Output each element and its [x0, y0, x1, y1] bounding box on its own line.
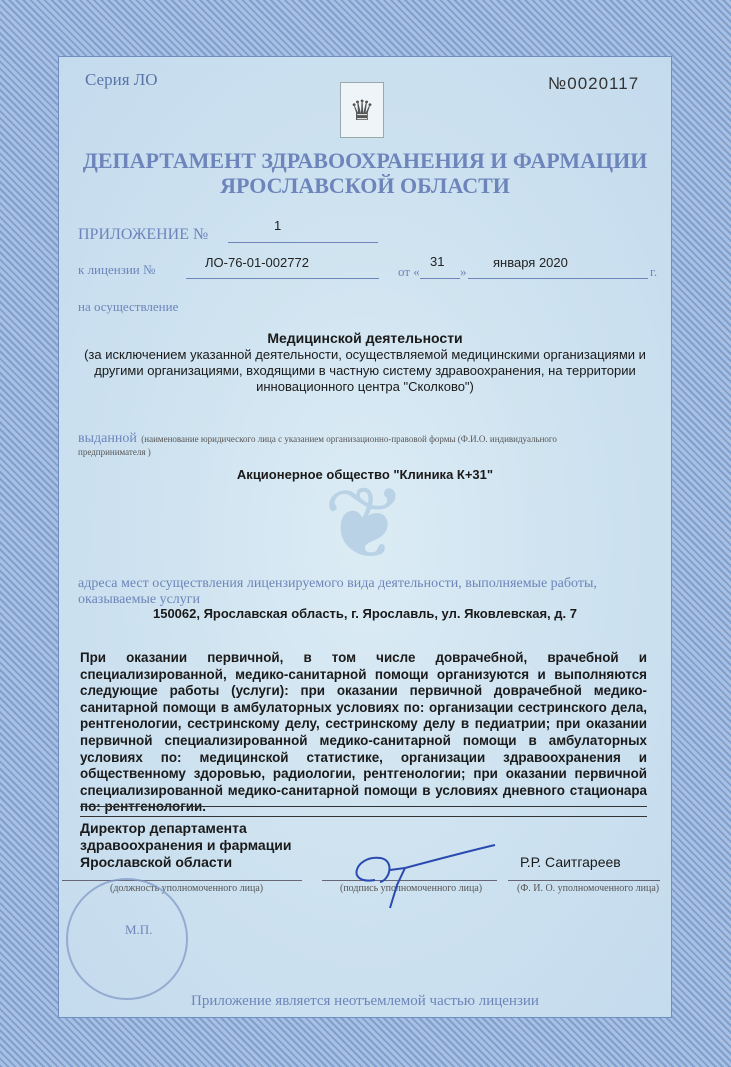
activity-label: на осуществление: [78, 299, 179, 314]
watermark-eagle-icon: ❦: [323, 469, 407, 580]
issued-hint: (наименование юридического лица с указанием организационно-правовой формы (Ф.И.О. индивидуального предпринимателя ): [78, 434, 557, 457]
appendix-number: 1: [274, 218, 282, 233]
activity-title: Медицинской деятельности: [267, 330, 463, 346]
caption-position: (должность уполномоченного лица): [110, 883, 264, 894]
license-month-year: января 2020: [493, 255, 568, 270]
handwritten-signature-icon: [335, 840, 505, 910]
position-line3: Ярославской области: [80, 854, 233, 870]
date-from-label: от «: [398, 264, 420, 279]
department-title: [60, 148, 670, 198]
divider: [80, 816, 647, 817]
issued-label: выданной: [78, 431, 137, 446]
stamp-label: М.П.: [125, 922, 153, 937]
caption-signature: (подпись уполномоченного лица): [340, 883, 483, 894]
appendix-label: ПРИЛОЖЕНИЕ №: [78, 226, 209, 243]
caption-name: (Ф. И. О. уполномоченного лица): [517, 883, 660, 894]
position-line2: здравоохранения и фармации: [80, 837, 292, 853]
official-stamp-icon: [66, 878, 188, 1000]
signatory-name: Р.Р. Саитгареев: [520, 854, 621, 870]
issued-block: [78, 432, 618, 458]
department-line1: ДЕПАРТАМЕНТ ЗДРАВООХРАНЕНИЯ И ФАРМАЦИИ: [82, 148, 648, 173]
department-line2: ЯРОСЛАВСКОЙ ОБЛАСТИ: [220, 173, 510, 198]
address-value: 150062, Ярославская область, г. Ярославль, ул. Яковлевская, д. 7: [152, 606, 577, 621]
services-text: При оказании первичной, в том числе доврачебной, врачебной и специализированной, медико-санитарной помощи организуются и выполняются следующие работы (услуги): при оказании первичной доврачебной медико-санитарной помощи в амбулаторных условиях по: организации сестринского дела, рентгенологии, сестринскому делу, сестринскому делу в педиатрии; при оказании первичной специализированной медико-санитарной помощи в амбулаторных условиях по: медицинской статистике, организации здравоохранения и общественному здоровью, радиологии, рентгенологии; при оказании первичной специализированной медико-санитарной помощи в условиях дневного стационара по: рентгенологии.: [80, 650, 647, 815]
license-label: к лицензии №: [78, 262, 156, 277]
license-number: ЛО-76-01-002772: [205, 255, 309, 270]
license-form-number: №0020117: [548, 74, 640, 93]
divider: [80, 806, 647, 807]
activity-note: (за исключением указанной деятельности, осуществляемой медицинскими организациями и другими организациями, входящими в частную систему здравоохранения, на территории инновационного центра "Сколково"): [84, 347, 646, 394]
name-line: [508, 880, 660, 881]
footer-note: Приложение является неотъемлемой частью лицензии: [191, 993, 539, 1009]
license-day: 31: [430, 254, 445, 269]
appendix-line: [228, 220, 378, 243]
position-line: [62, 880, 302, 881]
quote-close: »: [460, 264, 467, 279]
position-line1: Директор департамента: [80, 820, 247, 836]
issued-organization: Акционерное общество "Клиника К+31": [236, 467, 494, 482]
series-label: Серия ЛО: [85, 70, 158, 89]
year-suffix: г.: [650, 264, 658, 279]
signatory-position: [80, 820, 292, 871]
address-label: адреса мест осуществления лицензируемого вида деятельности, выполняемые работы, оказываемые услуги: [78, 576, 597, 607]
coat-of-arms-icon: ♛: [340, 82, 384, 138]
